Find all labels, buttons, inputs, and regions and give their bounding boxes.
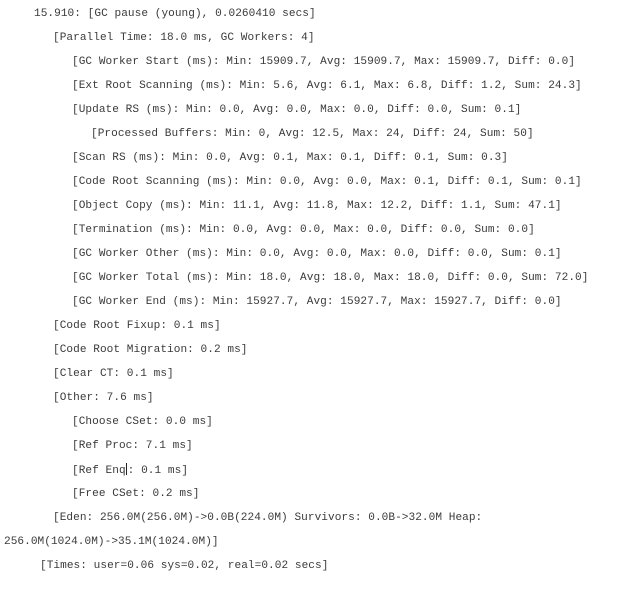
- log-line-free-cset: [Free CSet: 0.2 ms]: [72, 488, 200, 500]
- log-line-parallel-time: [Parallel Time: 18.0 ms, GC Workers: 4]: [53, 32, 315, 44]
- log-line-gc-worker-start: [GC Worker Start (ms): Min: 15909.7, Avg: 15909.7, Max: 15909.7, Diff: 0.0]: [72, 56, 576, 68]
- log-line-eden-part2: 256.0M(1024.0M)->35.1M(1024.0M)]: [4, 536, 219, 548]
- log-line-update-rs: [Update RS (ms): Min: 0.0, Avg: 0.0, Max: 0.0, Diff: 0.0, Sum: 0.1]: [72, 104, 522, 116]
- log-line-ref-proc: [Ref Proc: 7.1 ms]: [72, 440, 193, 452]
- log-line-other: [Other: 7.6 ms]: [53, 392, 154, 404]
- log-line-termination: [Termination (ms): Min: 0.0, Avg: 0.0, Max: 0.0, Diff: 0.0, Sum: 0.0]: [72, 224, 535, 236]
- log-line-ref-enq: [72, 463, 188, 478]
- log-line-code-root-migration: [Code Root Migration: 0.2 ms]: [53, 344, 248, 356]
- log-line-eden-part1: [Eden: 256.0M(256.0M)->0.0B(224.0M) Survivors: 0.0B->32.0M Heap:: [53, 512, 483, 524]
- log-line-gc-pause: 15.910: [GC pause (young), 0.0260410 secs]: [34, 8, 316, 20]
- log-line-choose-cset: [Choose CSet: 0.0 ms]: [72, 416, 213, 428]
- ref-enq-text-start: [Ref Enq: [72, 465, 126, 477]
- log-line-gc-worker-end: [GC Worker End (ms): Min: 15927.7, Avg: 15927.7, Max: 15927.7, Diff: 0.0]: [72, 296, 562, 308]
- ref-enq-text-end: : 0.1 ms]: [127, 465, 189, 477]
- log-line-code-root-scanning: [Code Root Scanning (ms): Min: 0.0, Avg: 0.0, Max: 0.1, Diff: 0.1, Sum: 0.1]: [72, 176, 582, 188]
- log-line-code-root-fixup: [Code Root Fixup: 0.1 ms]: [53, 320, 221, 332]
- log-line-gc-worker-total: [GC Worker Total (ms): Min: 18.0, Avg: 18.0, Max: 18.0, Diff: 0.0, Sum: 72.0]: [72, 272, 589, 284]
- log-line-processed-buffers: [Processed Buffers: Min: 0, Avg: 12.5, Max: 24, Diff: 24, Sum: 50]: [91, 128, 534, 140]
- log-line-scan-rs: [Scan RS (ms): Min: 0.0, Avg: 0.1, Max: 0.1, Diff: 0.1, Sum: 0.3]: [72, 152, 508, 164]
- log-line-ext-root-scanning: [Ext Root Scanning (ms): Min: 5.6, Avg: 6.1, Max: 6.8, Diff: 1.2, Sum: 24.3]: [72, 80, 582, 92]
- log-line-gc-worker-other: [GC Worker Other (ms): Min: 0.0, Avg: 0.0, Max: 0.0, Diff: 0.0, Sum: 0.1]: [72, 248, 562, 260]
- log-line-times: [Times: user=0.06 sys=0.02, real=0.02 secs]: [40, 560, 329, 572]
- log-line-clear-ct: [Clear CT: 0.1 ms]: [53, 368, 174, 380]
- log-line-object-copy: [Object Copy (ms): Min: 11.1, Avg: 11.8, Max: 12.2, Diff: 1.1, Sum: 47.1]: [72, 200, 562, 212]
